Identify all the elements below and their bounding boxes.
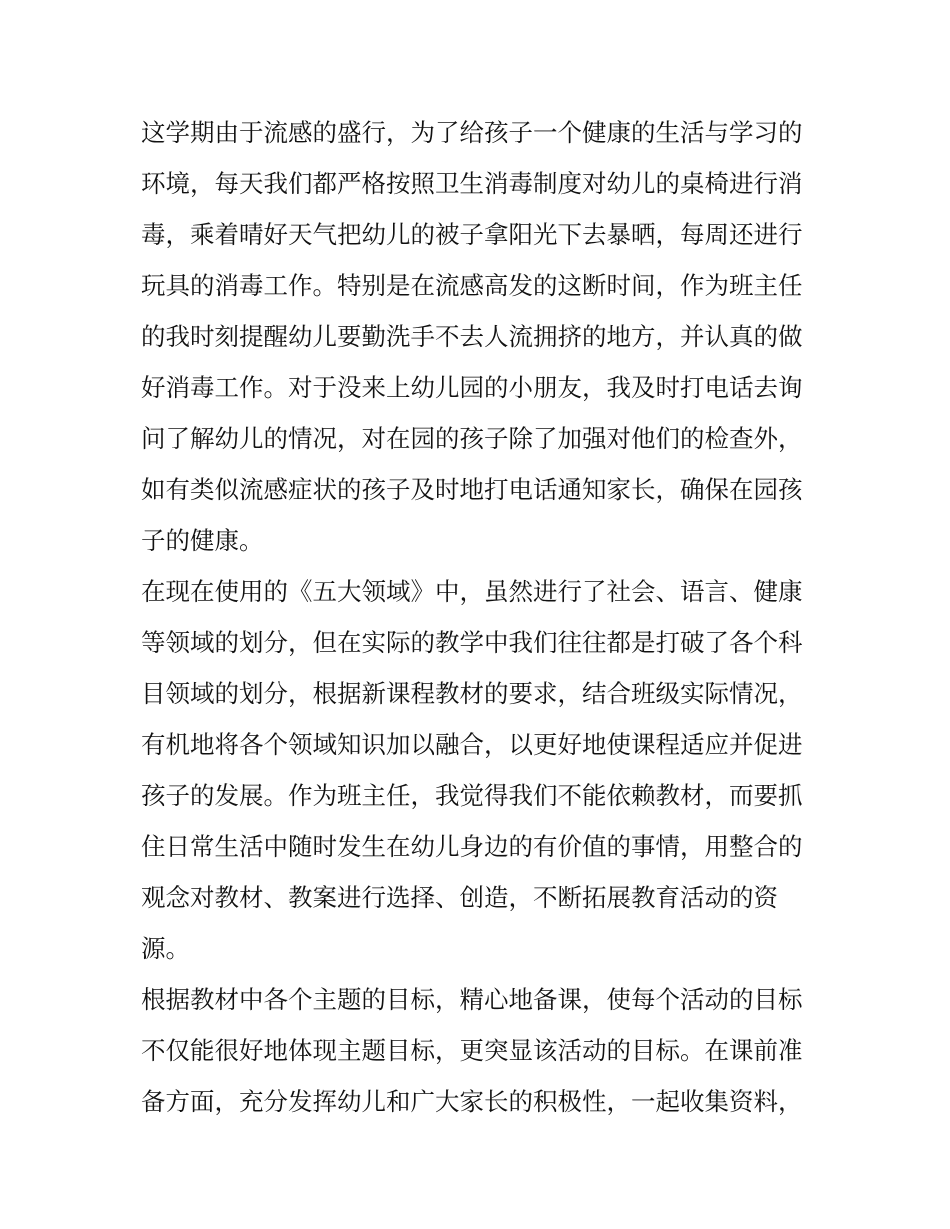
text-line: 玩具的消毒工作。特别是在流感高发的这断时间，作为班主任 bbox=[141, 271, 803, 300]
text-line: 等领域的划分，但在实际的教学中我们往往都是打破了各个科 bbox=[141, 628, 803, 657]
text-line: 子的健康。 bbox=[141, 526, 264, 555]
text-line: 不仅能很好地体现主题目标，更突显该活动的目标。在课前准 bbox=[141, 1036, 803, 1065]
text-line: 目领域的划分，根据新课程教材的要求，结合班级实际情况， bbox=[141, 679, 803, 708]
text-line: 根据教材中各个主题的目标，精心地备课，使每个活动的目标 bbox=[141, 985, 803, 1014]
paragraph-lesson-preparation bbox=[141, 974, 813, 1127]
text-line: 有机地将各个领域知识加以融合，以更好地使课程适应并促进 bbox=[141, 730, 803, 759]
text-line: 这学期由于流感的盛行，为了给孩子一个健康的生活与学习的 bbox=[141, 118, 803, 147]
text-line: 好消毒工作。对于没来上幼儿园的小朋友，我及时打电话去询 bbox=[141, 373, 803, 402]
text-line: 如有类似流感症状的孩子及时地打电话通知家长，确保在园孩 bbox=[141, 475, 803, 504]
document-body bbox=[141, 107, 813, 1127]
text-line: 的我时刻提醒幼儿要勤洗手不去人流拥挤的地方，并认真的做 bbox=[141, 322, 803, 351]
text-line: 备方面，充分发挥幼儿和广大家长的积极性，一起收集资料， bbox=[141, 1087, 803, 1116]
text-line: 在现在使用的《五大领域》中，虽然进行了社会、语言、健康 bbox=[141, 577, 803, 606]
text-line: 问了解幼儿的情况，对在园的孩子除了加强对他们的检查外， bbox=[141, 424, 803, 453]
text-line: 源。 bbox=[141, 934, 190, 963]
text-line: 孩子的发展。作为班主任，我觉得我们不能依赖教材，而要抓 bbox=[141, 781, 803, 810]
text-line: 环境，每天我们都严格按照卫生消毒制度对幼儿的桌椅进行消 bbox=[141, 169, 803, 198]
paragraph-flu-prevention bbox=[141, 107, 813, 566]
paragraph-curriculum bbox=[141, 566, 813, 974]
text-line: 毒，乘着晴好天气把幼儿的被子拿阳光下去暴晒，每周还进行 bbox=[141, 220, 803, 249]
text-line: 住日常生活中随时发生在幼儿身边的有价值的事情，用整合的 bbox=[141, 832, 803, 861]
text-line: 观念对教材、教案进行选择、创造，不断拓展教育活动的资 bbox=[141, 883, 778, 912]
